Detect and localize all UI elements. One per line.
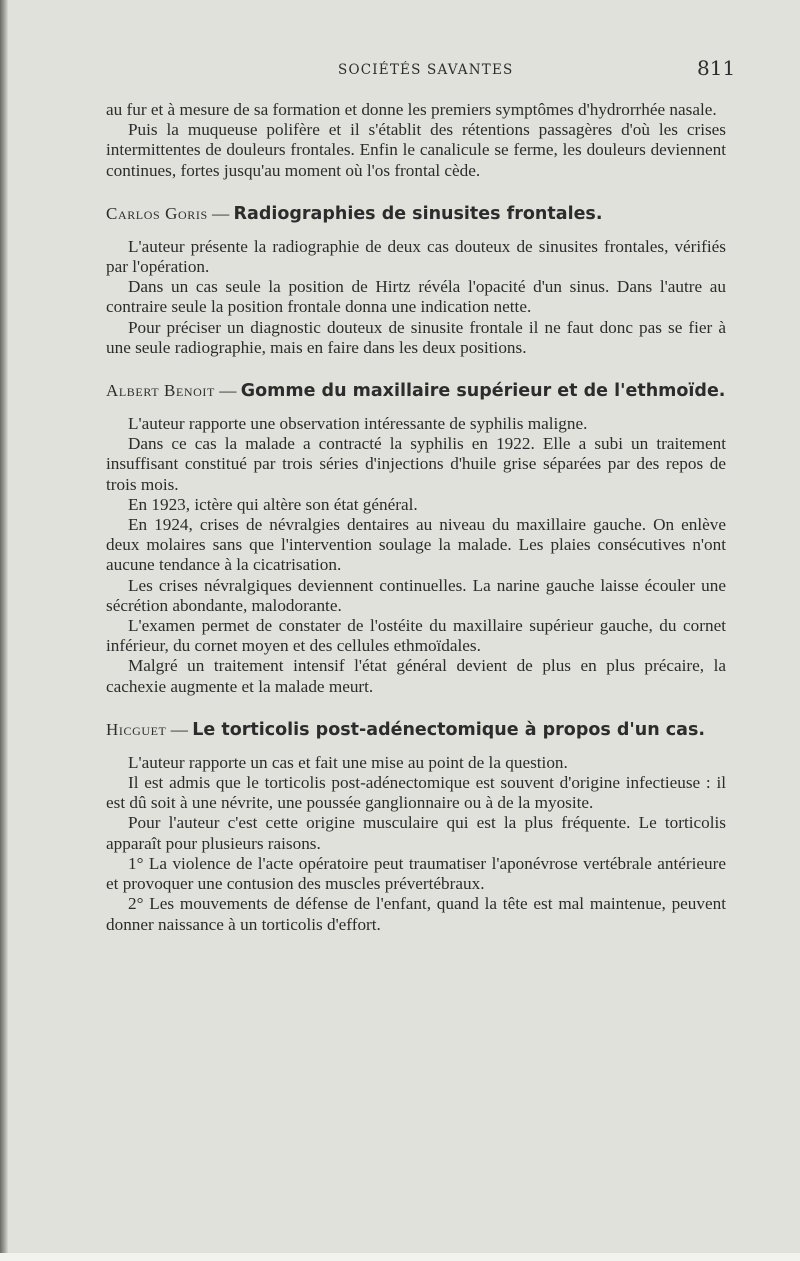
paragraph: En 1923, ictère qui altère son état général. xyxy=(128,494,418,514)
paragraph: Il est admis que le torticolis post-adénectomique est souvent d'origine infectieuse : il est dû soit à une névrite, une poussée ganglionnaire ou à de la myosite. xyxy=(106,773,726,813)
section-heading xyxy=(106,719,726,741)
running-head xyxy=(0,56,800,86)
paragraph: L'examen permet de constater de l'ostéite du maxillaire supérieur gauche, du cornet inférieur, du cornet moyen et des cellules ethmoïdales. xyxy=(106,616,726,656)
paragraph: Puis la muqueuse polifère et il s'établit des rétentions passagères d'où les crises intermittentes de douleurs frontales. Enfin le canalicule se ferme, les douleurs deviennent continues, fortes jusqu'au moment où l'os frontal cède. xyxy=(106,120,726,180)
paragraph: Dans un cas seule la position de Hirtz révéla l'opacité d'un sinus. Dans l'autre au contraire seule la position frontale donna une indication nette. xyxy=(106,277,726,317)
article-body xyxy=(106,100,726,935)
paragraph: L'auteur rapporte une observation intéressante de syphilis maligne. xyxy=(128,414,588,434)
heading-dash: — xyxy=(212,203,230,223)
paragraph: L'auteur présente la radiographie de deux cas douteux de sinusites frontales, vérifiés par l'opération. xyxy=(106,236,726,277)
section-heading xyxy=(106,380,726,402)
paragraph: En 1924, crises de névralgies dentaires au niveau du maxillaire gauche. On enlève deux molaires sans que l'intervention soulage la malade. Les plaies consécutives n'ont aucune tendance à la cicatrisation. xyxy=(106,515,726,575)
section-title: Le torticolis post-adénectomique à propos d'un cas. xyxy=(192,719,706,740)
paragraph: Pour préciser un diagnostic douteux de sinusite frontale il ne faut donc pas se fier à une seule radiographie, mais en faire dans les deux positions. xyxy=(106,317,726,357)
paragraph: L'auteur rapporte un cas et fait une mise au point de la question. xyxy=(128,752,568,772)
paragraph: Pour l'auteur c'est cette origine musculaire qui est la plus fréquente. Le torticolis apparaît pour plusieurs raisons. xyxy=(106,813,726,853)
paragraph: 2° Les mouvements de défense de l'enfant, quand la tête est mal maintenue, peuvent donner naissance à un torticolis d'effort. xyxy=(106,894,726,934)
section-heading xyxy=(106,203,726,225)
section-title: Radiographies de sinusites frontales. xyxy=(233,203,603,224)
heading-dash: — xyxy=(170,719,188,739)
page-number: 811 xyxy=(697,56,736,80)
paragraph: 1° La violence de l'acte opératoire peut traumatiser l'aponévrose vertébrale antérieure et provoquer une contusion des muscles prévertébraux. xyxy=(106,853,726,894)
paragraph: Les crises névralgiques deviennent continuelles. La narine gauche laisse écouler une sécrétion abondante, malodorante. xyxy=(106,575,726,615)
section-author: Carlos Goris xyxy=(106,203,208,223)
section-author: Albert Benoit xyxy=(106,381,215,401)
paragraph: Dans ce cas la malade a contracté la syphilis en 1922. Elle a subi un traitement insuffisant constitué par trois séries d'injections d'huile grise séparées par des repos de trois mois. xyxy=(106,434,726,494)
book-spine-shadow xyxy=(0,0,8,1261)
paragraph: Malgré un traitement intensif l'état général devient de plus en plus précaire, la cachexie augmente et la malade meurt. xyxy=(106,656,726,696)
heading-dash: — xyxy=(219,381,237,401)
running-title: SOCIÉTÉS SAVANTES xyxy=(338,62,514,78)
page-bottom-edge xyxy=(0,1253,800,1261)
paragraph: au fur et à mesure de sa formation et donne les premiers symptômes d'hydrorrhée nasale. xyxy=(106,100,717,119)
section-title: Gomme du maxillaire supérieur et de l'ethmoïde. xyxy=(240,381,726,402)
section-author: Hicguet xyxy=(106,719,167,739)
